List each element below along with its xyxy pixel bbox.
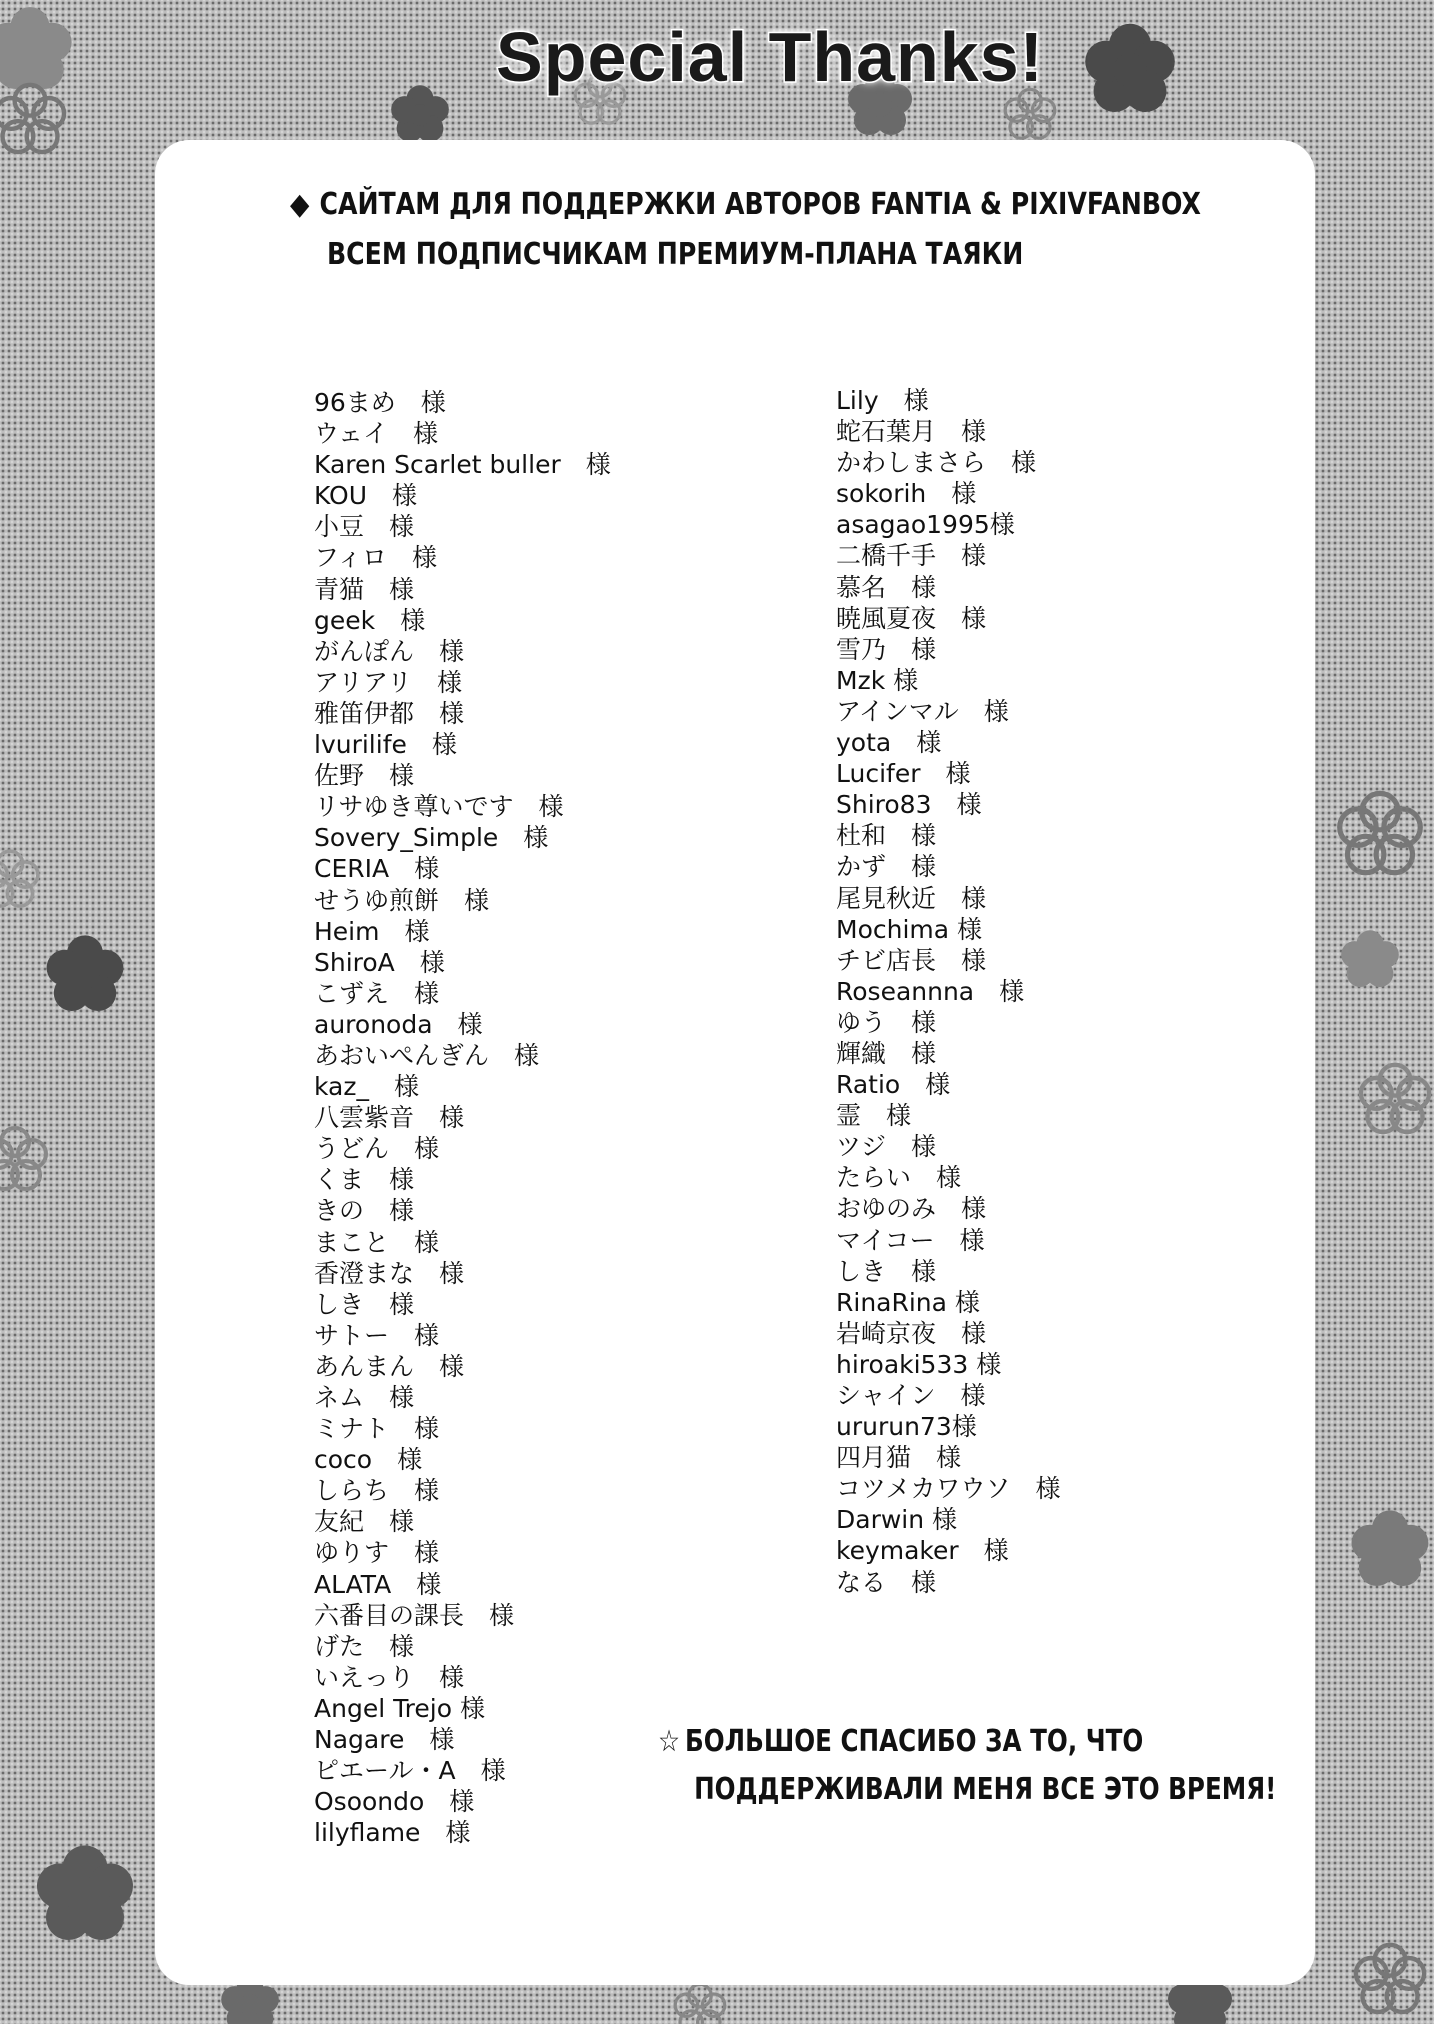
supporter-name: アリアリ 様 [314,667,463,697]
supporter-name: ツジ 様 [836,1132,937,1162]
supporter-name: げた 様 [314,1631,415,1661]
supporters-list-left [314,387,611,1848]
supporter-name: hiroaki533 様 [836,1349,1002,1379]
supporter-name: 霊 様 [836,1101,912,1131]
supporter-name: アインマル 様 [836,696,1009,726]
supporter-name: Roseannna 様 [836,976,1025,1006]
closing-text-1: БОЛЬШОЕ СПАСИБО ЗА ТО, ЧТО [684,1724,1144,1759]
supporter-name: ALATA 様 [314,1569,442,1599]
supporter-name: CERIA 様 [314,854,440,884]
supporter-name: Osoondo 様 [314,1787,475,1817]
supporter-name: シャイン 様 [836,1381,986,1410]
supporter-name: 佐野 様 [314,761,415,791]
supporters-list-right [836,385,1061,1598]
supporter-name: Ratio 様 [836,1070,951,1100]
supporter-name: うどん 様 [314,1134,440,1164]
supporter-name: がんぽん 様 [314,636,465,666]
diamond-bullet-icon: ◆ [290,187,310,222]
supporter-name: ShiroA 様 [314,947,445,977]
supporter-name: Sovery_Simple 様 [314,823,549,853]
supporter-name: Nagare 様 [314,1725,455,1755]
supporter-name: くま 様 [314,1165,415,1195]
supporter-name: 雅笛伊都 様 [314,698,465,728]
page-title: Special Thanks! [496,18,1044,96]
supporter-name: Karen Scarlet buller 様 [314,450,611,480]
supporter-name: せうゆ煎餅 様 [314,885,490,915]
supporter-name: geek 様 [314,605,426,635]
supporter-name: sokorih 様 [836,479,977,509]
supporter-name: asagao1995様 [836,510,1015,540]
supporter-name: おゆのみ 様 [836,1194,987,1224]
supporter-name: 杜和 様 [836,821,937,851]
supporter-name: マイコー 様 [836,1225,985,1255]
supporter-name: あんまん 様 [314,1351,465,1381]
flower-outline-icon [0,1128,46,1189]
supporter-name: 岩崎京夜 様 [836,1318,987,1348]
supporter-name: 暁風夏夜 様 [836,603,987,633]
supporter-name: 尾見秋近 様 [836,883,987,913]
supporter-name: 香澄まな 様 [314,1258,465,1288]
heading-line-2: ВСЕМ ПОДПИСЧИКАМ ПРЕМИУМ-ПЛАНА ТАЯКИ [326,237,1024,272]
supporter-name: 友紀 様 [314,1507,415,1537]
supporter-name: Darwin 様 [836,1505,958,1535]
supporter-name: ピエール・A 様 [314,1756,506,1786]
supporter-name: なる 様 [836,1567,937,1597]
supporter-name: auronoda 様 [314,1009,483,1039]
supporter-name: RinaRina 様 [836,1287,980,1317]
supporter-name: リサゆき尊いです 様 [314,792,564,822]
supporter-name: ウェイ 様 [314,419,439,449]
supporter-name: 六番目の課長 様 [314,1600,515,1630]
supporter-name: Mzk 様 [836,665,919,695]
closing-message [658,1718,1277,1814]
supporter-name: 慕名 様 [836,572,937,602]
supporter-name: 四月猫 様 [836,1443,962,1473]
supporter-name: lvurilife 様 [314,730,457,760]
supporter-name: keymaker 様 [836,1536,1009,1566]
supporter-name: Heim 様 [314,916,430,946]
star-icon: ☆ [658,1724,681,1759]
supporter-name: Mochima 様 [836,914,983,944]
section-heading [290,180,1201,280]
supporter-name: 小豆 様 [314,512,415,542]
supporter-name: ゆりす 様 [314,1538,440,1568]
flower-outline-icon [1356,1945,1424,2012]
flower-icon [1352,1510,1429,1586]
supporter-name: Angel Trejo 様 [314,1693,485,1723]
supporter-name: 蛇石葉月 様 [836,417,987,447]
heading-text-1: САЙТАМ ДЛЯ ПОДДЕРЖКИ АВТОРОВ FANTIA & PIXIVFANBOX [319,187,1201,222]
supporter-name: ururun73様 [836,1412,977,1442]
supporter-name: いえっり 様 [314,1662,465,1692]
supporter-name: 八雲紫音 様 [314,1103,465,1133]
supporter-name: チビ店長 様 [836,945,987,975]
closing-line-1 [658,1718,1232,1766]
flower-outline-icon [675,1984,725,2024]
flower-outline-icon [0,851,38,906]
supporter-name: きの 様 [314,1196,415,1226]
supporter-name: Shiro83 様 [836,790,982,820]
supporter-name: 96まめ 様 [314,388,446,417]
supporter-name: まこと 様 [314,1227,440,1257]
supporter-name: フィロ 様 [314,543,438,573]
supporter-name: coco 様 [314,1445,423,1475]
supporter-name: しき 様 [836,1256,937,1286]
flower-outline-icon [1361,1065,1429,1132]
heading-line-1 [290,180,1201,230]
supporter-name: lilyflame 様 [314,1818,471,1848]
flower-icon [37,1846,133,1941]
supporter-name: しき 様 [314,1289,415,1319]
closing-line-2: ПОДДЕРЖИВАЛИ МЕНЯ ВСЕ ЭТО ВРЕМЯ! [694,1772,1277,1807]
supporter-name: kaz_ 様 [314,1072,419,1102]
supporter-name: こずえ 様 [314,978,440,1008]
supporter-name: ミナト 様 [314,1414,440,1444]
supporter-name: KOU 様 [314,481,418,511]
supporter-name: コツメカワウソ 様 [836,1474,1061,1504]
supporter-name: yota 様 [836,728,942,758]
supporter-name: Lily 様 [836,386,929,415]
supporter-name: ゆう 様 [836,1007,937,1037]
flower-icon [47,935,124,1011]
supporter-name: しらち 様 [314,1476,440,1506]
supporter-name: サトー 様 [314,1320,440,1350]
flower-outline-icon [1340,793,1421,872]
supporter-name: 二橋千手 様 [836,541,987,571]
supporter-name: 青猫 様 [314,574,415,604]
supporter-name: Lucifer 様 [836,759,971,789]
supporter-name: あおいぺんぎん 様 [314,1040,540,1070]
supporter-name: たらい 様 [836,1163,962,1193]
supporter-name: 輝織 様 [836,1038,937,1068]
supporter-name: かわしまさら 様 [836,448,1037,478]
flower-icon [1341,930,1399,987]
supporter-name: かず 様 [836,852,937,882]
supporter-name: ネム 様 [314,1383,415,1412]
supporter-name: 雪乃 様 [836,634,937,664]
